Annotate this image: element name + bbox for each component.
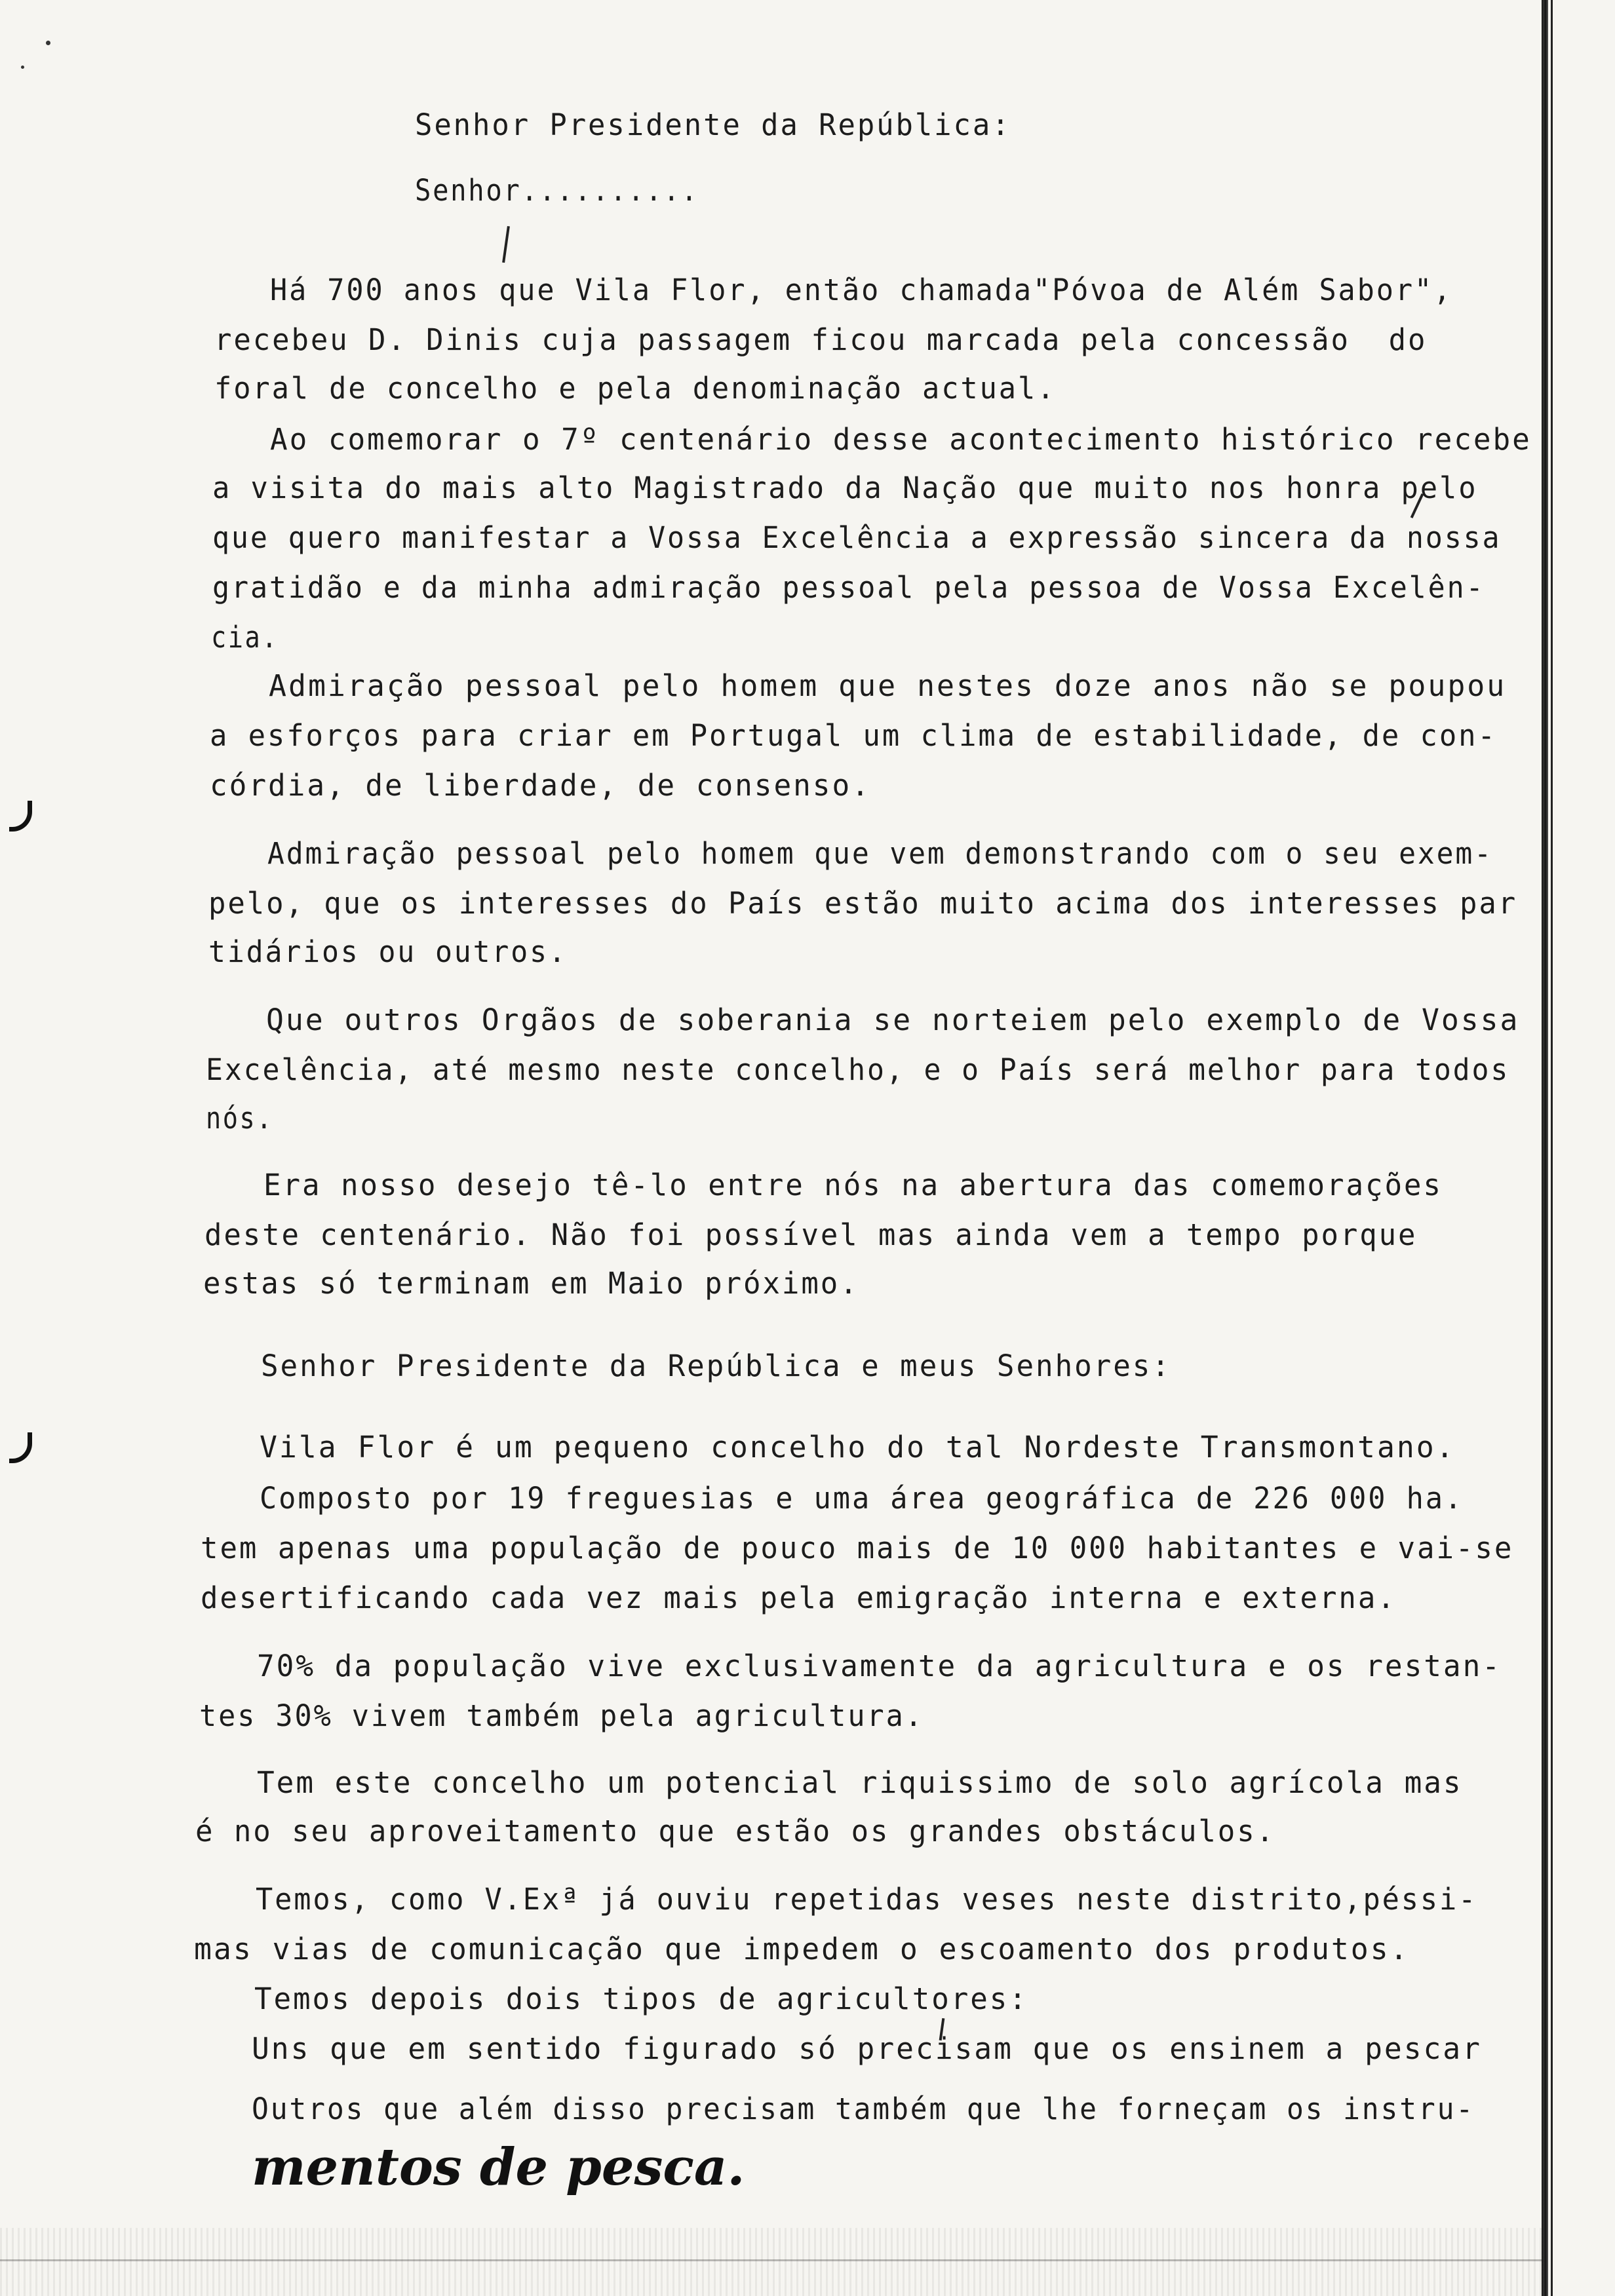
- text-line: Há 700 anos que Vila Flor, então chamada"Póvoa de Além Sabor",: [270, 273, 1453, 307]
- pen-mark: [502, 226, 510, 263]
- text-line: Tem este concelho um potencial riquissimo de solo agrícola mas: [257, 1765, 1463, 1800]
- text-line: estas só terminam em Maio próximo.: [203, 1266, 859, 1301]
- text-line: cia.: [211, 620, 279, 655]
- text-line: tes 30% vivem também pela agricultura.: [199, 1698, 924, 1733]
- text-line: desertificando cada vez mais pela emigração interna e externa.: [201, 1580, 1397, 1615]
- text-line: mas vias de comunicação que impedem o escoamento dos produtos.: [194, 1932, 1410, 1966]
- text-line: nós.: [206, 1101, 274, 1136]
- text-line: tidários ou outros.: [208, 934, 568, 969]
- page-edge-shadow: [1542, 0, 1548, 2296]
- scan-line: [0, 2259, 1542, 2261]
- text-line: Era nosso desejo tê-lo entre nós na abertura das comemorações: [263, 1168, 1443, 1202]
- text-line: Uns que em sentido figurado só precisam que os ensinem a pescar: [252, 2031, 1482, 2066]
- text-line: foral de concelho e pela denominação actual.: [214, 371, 1057, 406]
- scan-noise: [0, 2228, 1542, 2296]
- page-edge-line: [1551, 0, 1553, 2296]
- text-line: é no seu aproveitamento que estão os grandes obstáculos.: [195, 1814, 1276, 1848]
- text-line: Temos, como V.Exª já ouviu repetidas veses neste distrito,péssi-: [256, 1882, 1478, 1917]
- text-line: Que outros Orgãos de soberania se norteiem pelo exemplo de Vossa: [266, 1003, 1520, 1037]
- text-line: Ao comemorar o 7º centenário desse acontecimento histórico recebe: [270, 422, 1532, 457]
- handwritten-note: mentos de pesca.: [252, 2137, 745, 2197]
- salutation: Senhor Presidente da República:: [415, 107, 1011, 142]
- text-line: deste centenário. Não foi possível mas ainda vem a tempo porque: [204, 1217, 1418, 1252]
- text-line: córdia, de liberdade, de consenso.: [210, 768, 871, 803]
- text-line: Outros que além disso precisam também que lhe forneçam os instru-: [252, 2092, 1475, 2126]
- text-line: Excelência, até mesmo neste concelho, e o País será melhor para todos: [206, 1052, 1510, 1087]
- text-line: que quero manifestar a Vossa Excelência a expressão sincera da nossa: [212, 520, 1502, 555]
- text-line: 70% da população vive exclusivamente da agricultura e os restan-: [257, 1649, 1502, 1683]
- text-line: Admiração pessoal pelo homem que vem demonstrando com o seu exem-: [267, 836, 1493, 871]
- text-line: tem apenas uma população de pouco mais de 10 000 habitantes e vai-se: [201, 1531, 1514, 1565]
- text-line: Admiração pessoal pelo homem que nestes doze anos não se poupou: [269, 668, 1507, 703]
- text-line: a visita do mais alto Magistrado da Nação que muito nos honra pelo: [212, 470, 1478, 505]
- text-line: Temos depois dois tipos de agricultores:: [254, 1981, 1028, 2016]
- speck: [46, 41, 50, 45]
- salutation: Senhor..........: [415, 173, 699, 208]
- text-line: pelo, que os interesses do País estão muito acima dos interesses par: [208, 886, 1518, 921]
- text-line: a esforços para criar em Portugal um clima de estabilidade, de con-: [210, 718, 1497, 753]
- speck: [21, 66, 24, 69]
- text-line: recebeu D. Dinis cuja passagem ficou marcada pela concessão do: [214, 322, 1428, 357]
- text-line: gratidão e da minha admiração pessoal pela pessoa de Vossa Excelên-: [212, 570, 1485, 605]
- hole-punch-mark: [9, 801, 32, 832]
- section-salutation: Senhor Presidente da República e meus Senhores:: [261, 1349, 1171, 1383]
- text-line: Composto por 19 freguesias e uma área geográfica de 226 000 ha.: [260, 1481, 1464, 1516]
- text-line: Vila Flor é um pequeno concelho do tal Nordeste Transmontano.: [260, 1430, 1456, 1464]
- hole-punch-mark: [9, 1432, 32, 1463]
